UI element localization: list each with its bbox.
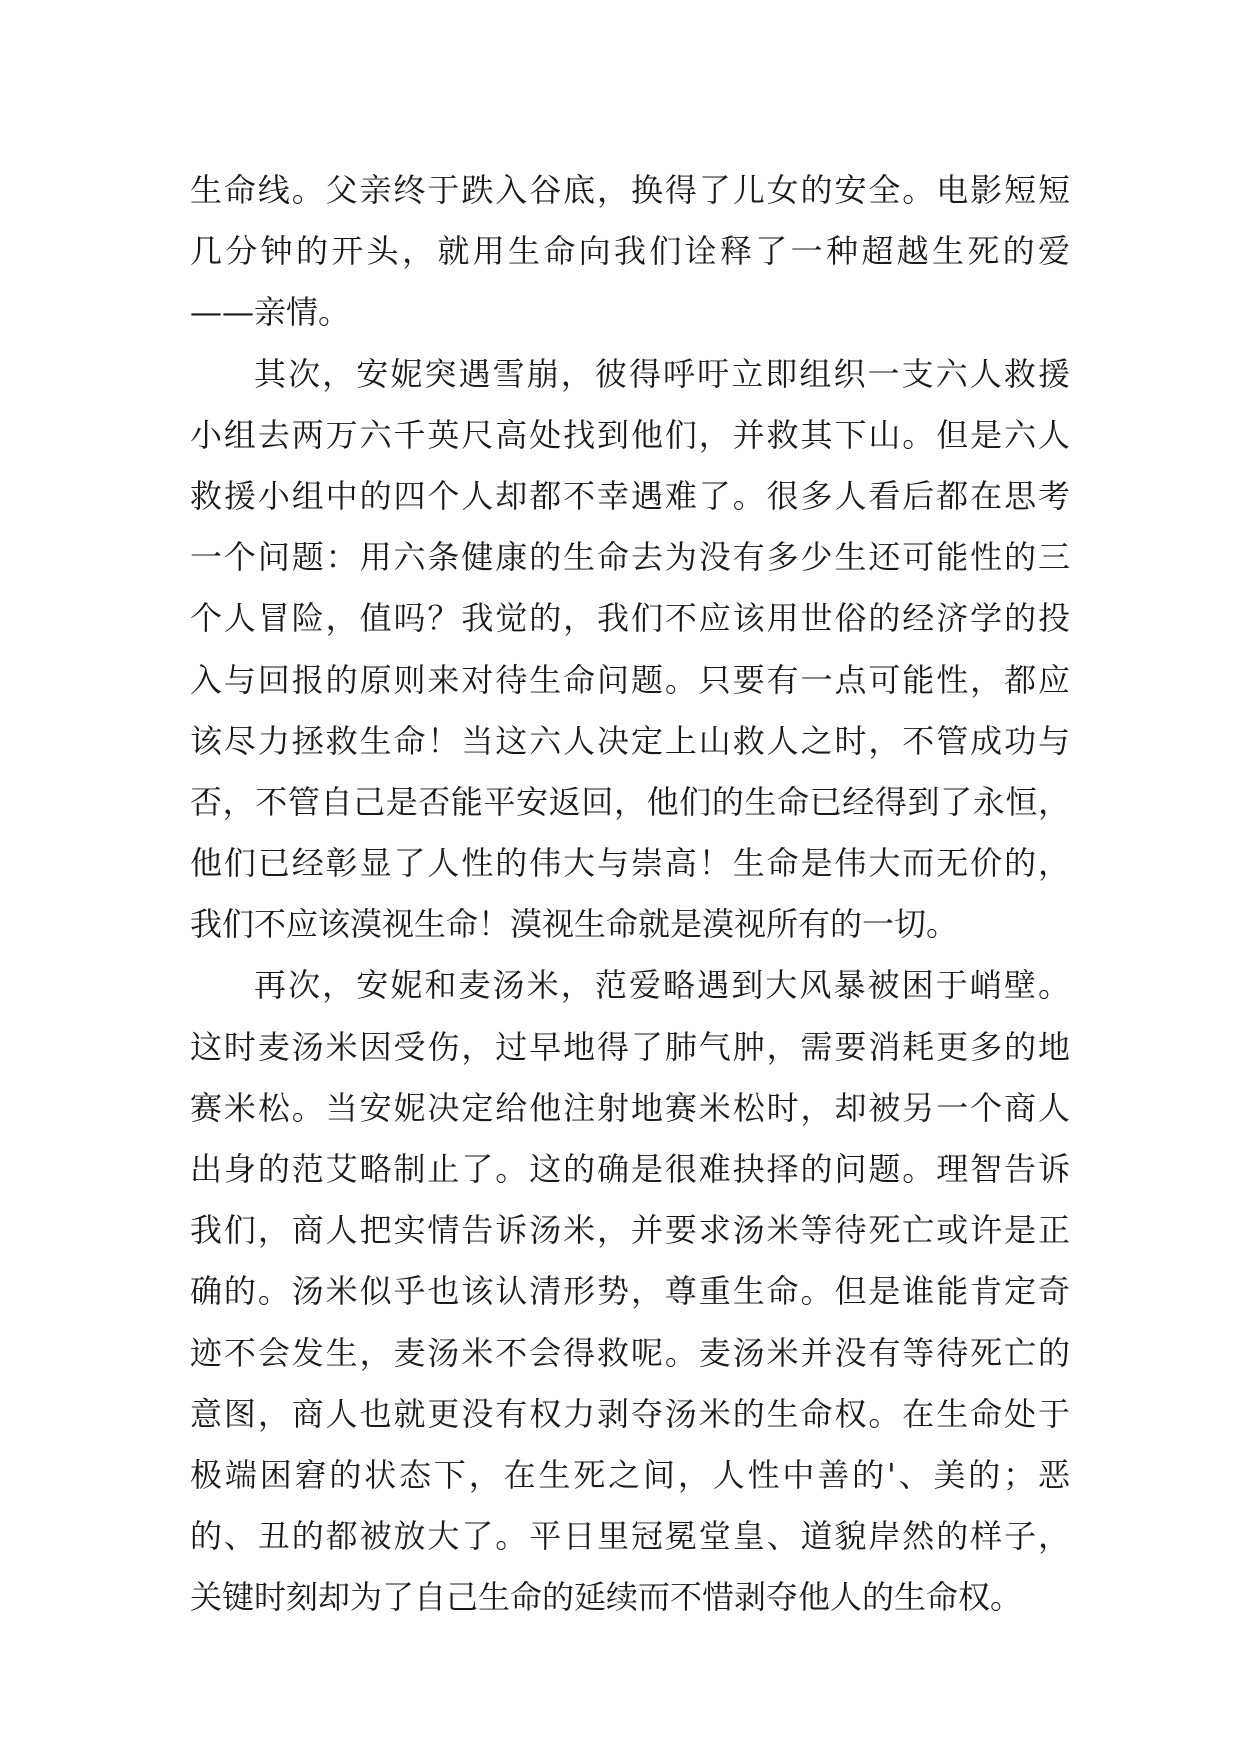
text-line: 我们，商人把实情告诉汤米，并要求汤米等待死亡或许是正	[190, 1211, 1070, 1250]
text-line: 一个问题：用六条健康的生命去为没有多少生还可能性的三	[190, 538, 1070, 577]
text-line: 的、丑的都被放大了。平日里冠冕堂皇、道貌岸然的样子，	[190, 1517, 1070, 1556]
text-line: 这时麦汤米因受伤，过早地得了肺气肿，需要消耗更多的地	[190, 1027, 1070, 1066]
text-line: 关键时刻却为了自己生命的延续而不惜剥夺他人的生命权。	[190, 1578, 1023, 1617]
text-line: 他们已经彰显了人性的伟大与崇高！生命是伟大而无价的，	[190, 844, 1070, 883]
text-line: 极端困窘的状态下，在生死之间，人性中善的'、美的；恶	[190, 1455, 1070, 1494]
paragraph-first-line: 再次，安妮和麦汤米，范爱略遇到大风暴被困于峭壁。	[254, 966, 1070, 1005]
text-line: 个人冒险，值吗？我觉的，我们不应该用世俗的经济学的投	[190, 599, 1070, 638]
text-line: ——亲情。	[190, 293, 351, 332]
text-line: 入与回报的原则来对待生命问题。只要有一点可能性，都应	[190, 660, 1070, 699]
paragraph-first-line: 其次，安妮突遇雪崩，彼得呼吁立即组织一支六人救援	[254, 354, 1070, 393]
text-line: 意图，商人也就更没有权力剥夺汤米的生命权。在生命处于	[190, 1394, 1070, 1433]
text-line: 该尽力拯救生命！当这六人决定上山救人之时，不管成功与	[190, 721, 1070, 760]
text-line: 迹不会发生，麦汤米不会得救呢。麦汤米并没有等待死亡的	[190, 1333, 1070, 1372]
document-body	[190, 160, 1070, 1629]
text-line: 生命线。父亲终于跌入谷底，换得了儿女的安全。电影短短	[190, 171, 1070, 209]
text-line: 我们不应该漠视生命！漠视生命就是漠视所有的一切。	[190, 905, 959, 944]
text-line: 否，不管自己是否能平安返回，他们的生命已经得到了永恒，	[190, 782, 1070, 821]
text-line: 赛米松。当安妮决定给他注射地赛米松时，却被另一个商人	[190, 1088, 1070, 1127]
text-line: 救援小组中的四个人却都不幸遇难了。很多人看后都在思考	[190, 476, 1070, 515]
text-line: 出身的范艾略制止了。这的确是很难抉择的问题。理智告诉	[190, 1150, 1070, 1188]
text-line: 小组去两万六千英尺高处找到他们，并救其下山。但是六人	[190, 415, 1070, 454]
text-line: 几分钟的开头，就用生命向我们诠释了一种超越生死的爱	[190, 232, 1070, 271]
text-line: 确的。汤米似乎也该认清形势，尊重生命。但是谁能肯定奇	[190, 1272, 1070, 1311]
